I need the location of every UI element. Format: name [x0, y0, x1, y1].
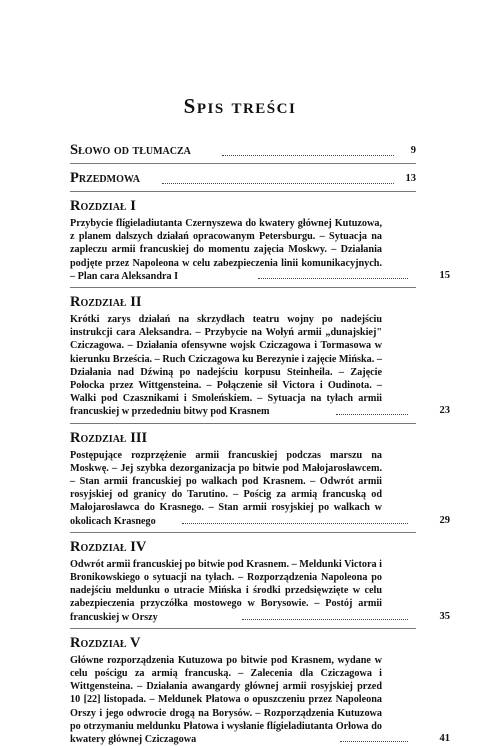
dot-leader [182, 523, 408, 524]
dot-leader [162, 183, 394, 184]
toc-description [70, 313, 450, 419]
dot-leader [258, 278, 408, 279]
toc-page-number: 41 [439, 733, 450, 745]
toc-description-text: Odwrót armii francuskiej po bitwie pod Krasnem. – Meldunki Victora i Bronikowskiego o sytuacji na tyłach. – Rozporządzenia Napoleona po nadejściu meldunku o utracie Mińska i środki przedsięwzięte w celu zabezpieczenia przyczółka mostowego w Borysowie. – Postój armii francuskiej w Orszy [70, 558, 382, 623]
dot-leader [336, 414, 408, 415]
divider [70, 423, 416, 424]
toc-entry-translator-note[interactable] [70, 142, 416, 159]
toc-description [70, 217, 450, 283]
toc-heading: Przedmowa [70, 170, 140, 186]
toc-entry-chapter-3[interactable] [70, 429, 450, 528]
divider [70, 532, 416, 533]
toc-description-text: Postępujące rozprzężenie armii francuskiej podczas marszu na Moskwę. – Jej szybka dezorganizacja po bitwie pod Małojarosławcem. – Stan armii francuskiej po walkach pod Krasnem. – Odwrót armii rosyjskiej od granicy do Tarutino. – Pościg za armią francuską od Małojarosławca do Krasnego. – Stan armii rosyjskiej po walkach w okolicach Krasnego [70, 449, 382, 527]
toc-description-text: Przybycie flígieladiutanta Czernyszewa do kwatery głównej Kutuzowa, z planem dalszych działań opracowanym Petersburgu. – Sytuacja na zapleczu armii francuskiej do momentu zajęcia Moskwy. – Działania podjęte przez Napoleona w celu zabezpieczenia linii komunikacyjnych. – Plan cara Aleksandra I [70, 218, 382, 282]
dot-leader [340, 741, 408, 742]
toc-description [70, 558, 450, 624]
toc-description-text: Krótki zarys działań na skrzydłach teatru wojny po nadejściu instrukcji cara Aleksandra. – Przybycie na Wołyń armii „dunajskiej" Cziczagowa. – Działania ofensywne wojsk Cziczagowa i Tormasowa w kierunku Brześcia. – Ruch Cziczagowa ku Berezynie i zajęcie Mińska. – Działania nad Dźwiną po nadejściu korpusu Steinheila. – Zajęcie Połocka przez Wittgensteina. – Połączenie sił Victora i Oudinota. – Walki pod Czasznikami i Smoleńskiem. – Sytuacja na tyłach armii francuskiej w przededniu bitwy pod Krasnem [70, 314, 382, 418]
toc-entry-chapter-1[interactable] [70, 198, 450, 283]
toc-heading: Rozdział IV [70, 538, 147, 555]
toc-heading-row [70, 142, 416, 159]
toc-entry-chapter-2[interactable] [70, 294, 450, 419]
toc-description [70, 654, 450, 746]
toc-entry-chapter-4[interactable] [70, 538, 450, 624]
divider [70, 628, 416, 629]
toc-heading: Słowo od tłumacza [70, 142, 191, 158]
toc-page-number: 15 [439, 269, 450, 281]
toc-heading-row [70, 170, 416, 187]
toc-description-text: Główne rozporządzenia Kutuzowa po bitwie pod Krasnem, wydane w celu pościgu za armią francuską. – Zalecenia dla Cziczagowa i Wittgensteina. – Działania awangardy głównej armii rosyjskiej przed 10 [22] listopada. – Meldunek Płatowa o opuszczeniu przez Napoleona Orszy i jego odwrocie drogą na Borysów. – Rozporządzenia Kutuzowa po otrzymaniu meldunku Płatowa i wysłanie flígieladiutanta Orłowa do kwatery głównej Cziczagowa [70, 654, 382, 746]
divider [70, 191, 416, 192]
toc-entry-preface[interactable] [70, 170, 416, 187]
divider [70, 287, 416, 288]
toc-page-number: 35 [439, 610, 450, 622]
dot-leader [242, 619, 408, 620]
toc-description [70, 449, 450, 528]
table-of-contents [70, 142, 450, 746]
page-title: Spis treści [183, 94, 297, 118]
toc-page-number: 9 [410, 145, 416, 156]
toc-page-number: 23 [439, 405, 450, 417]
toc-heading: Rozdział II [70, 294, 142, 311]
toc-heading: Rozdział V [70, 634, 141, 651]
toc-page-number: 29 [439, 514, 450, 526]
toc-heading: Rozdział I [70, 198, 136, 214]
divider [70, 163, 416, 164]
toc-page-number: 13 [405, 173, 416, 184]
toc-entry-chapter-5[interactable] [70, 634, 450, 746]
toc-heading: Rozdział III [70, 429, 148, 446]
dot-leader [222, 155, 394, 156]
